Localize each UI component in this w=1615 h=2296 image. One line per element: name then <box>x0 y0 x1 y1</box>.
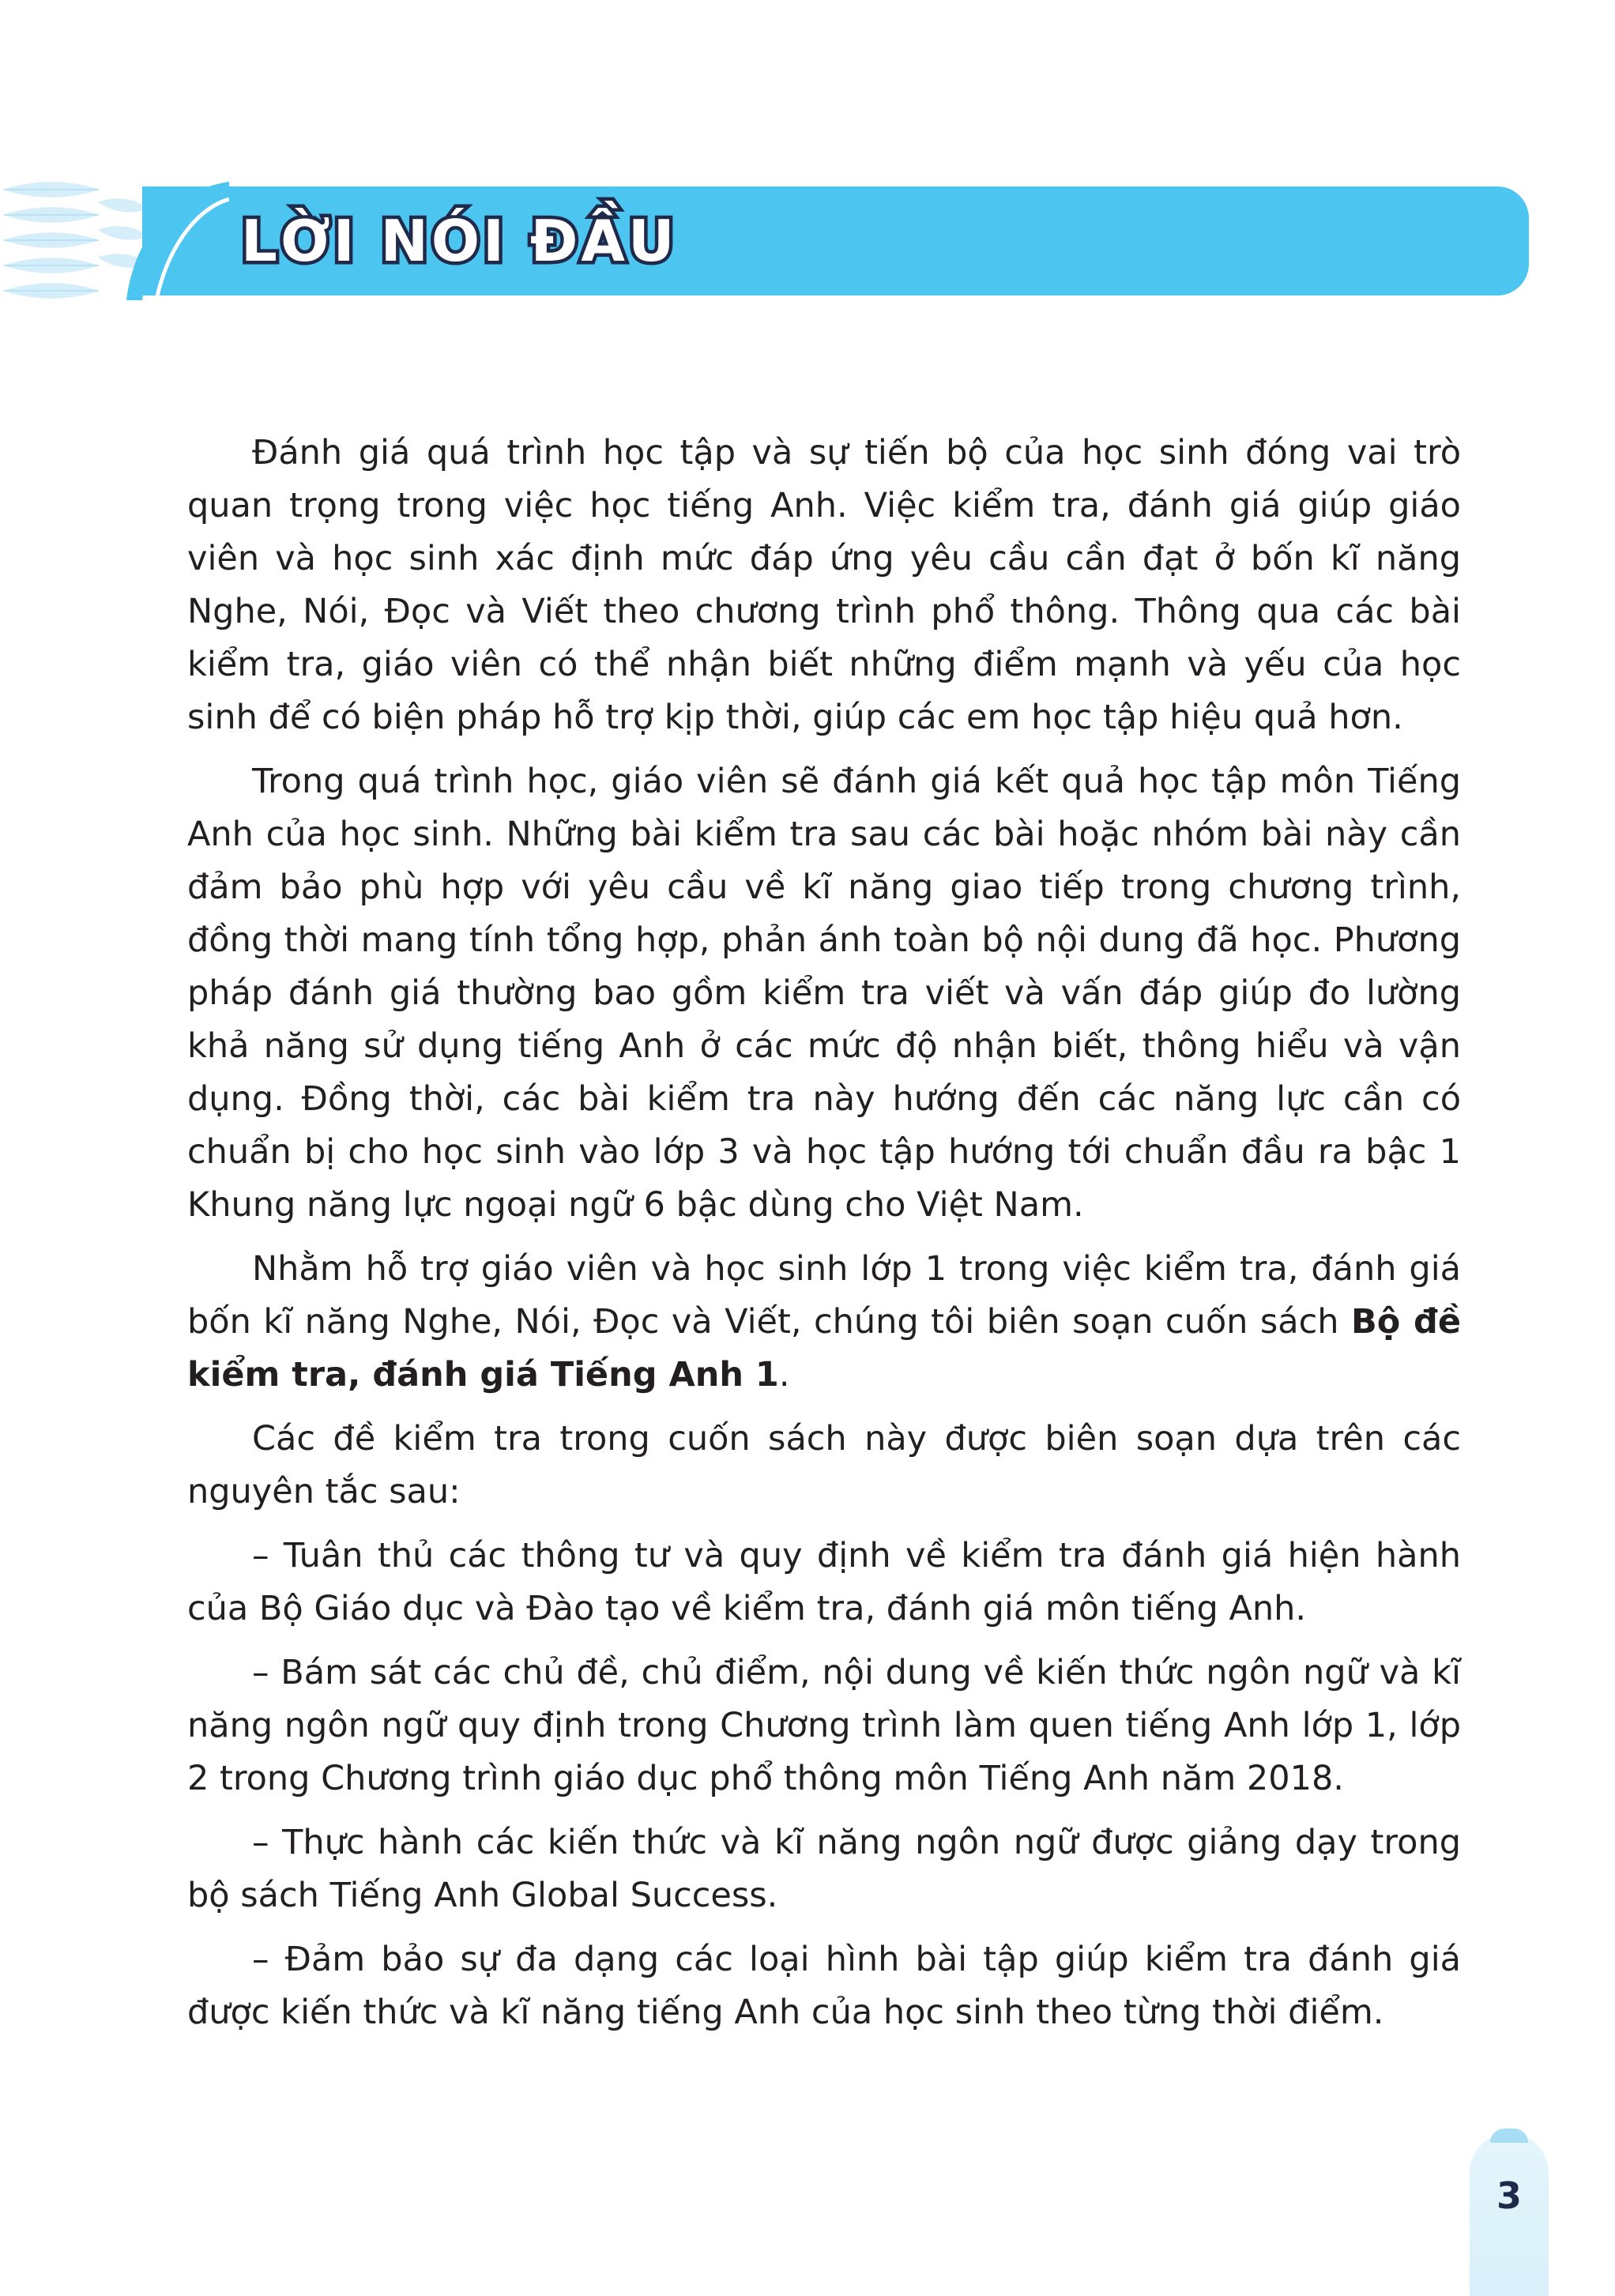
paragraph-2: Trong quá trình học, giáo viên sẽ đánh giá kết quả học tập môn Tiếng Anh của học sinh. Những bài kiểm tra sau các bài hoặc nhóm bài này cần đảm bảo phù hợp với yêu cầu về kĩ năng giao tiếp trong chương trình, đồng thời mang tính tổng hợp, phản ánh toàn bộ nội dung đã học. Phương pháp đánh giá thường bao gồm kiểm tra viết và vấn đáp giúp đo lường khả năng sử dụng tiếng Anh ở các mức độ nhận biết, thông hiểu và vận dụng. Đồng thời, các bài kiểm tra này hướng đến các năng lực cần có chuẩn bị cho học sinh vào lớp 3 và học tập hướng tới chuẩn đầu ra bậc 1 Khung năng lực ngoại ngữ 6 bậc dùng cho Việt Nam. <box>187 762 1461 1225</box>
paragraph-1: Đánh giá quá trình học tập và sự tiến bộ của học sinh đóng vai trò quan trọng trong việc học tiếng Anh. Việc kiểm tra, đánh giá giúp giáo viên và học sinh xác định mức đáp ứng yêu cầu cần đạt ở bốn kĩ năng Nghe, Nói, Đọc và Viết theo chương trình phổ thông. Thông qua các bài kiểm tra, giáo viên có thể nhận biết những điểm mạnh và yếu của học sinh để có biện pháp hỗ trợ kịp thời, giúp các em học tập hiệu quả hơn. <box>187 433 1461 737</box>
paragraph-3 <box>187 1243 1461 1402</box>
paragraph-3-text: Nhằm hỗ trợ giáo viên và học sinh lớp 1 trong việc kiểm tra, đánh giá bốn kĩ năng Nghe, Nói, Đọc và Viết, chúng tôi biên soạn cuốn sách <box>187 1249 1461 1342</box>
principle-item: – Tuân thủ các thông tư và quy định về kiểm tra đánh giá hiện hành của Bộ Giáo dục và Đào tạo về kiểm tra, đánh giá môn tiếng Anh. <box>187 1536 1461 1628</box>
principle-item: – Bám sát các chủ đề, chủ điểm, nội dung về kiến thức ngôn ngữ và kĩ năng ngôn ngữ quy định trong Chương trình làm quen tiếng Anh lớp 1, lớp 2 trong Chương trình giáo dục phổ thông môn Tiếng Anh năm 2018. <box>187 1653 1461 1798</box>
book-title: Bộ đề kiểm tra, đánh giá Tiếng Anh 1 <box>187 1302 1461 1395</box>
header-swoosh-icon <box>119 182 229 300</box>
preface-body <box>187 427 1461 2050</box>
paragraph-3-end: . <box>778 1355 790 1395</box>
paragraph-4: Các đề kiểm tra trong cuốn sách này được biên soạn dựa trên các nguyên tắc sau: <box>187 1419 1461 1511</box>
principle-item: – Đảm bảo sự đa dạng các loại hình bài tập giúp kiểm tra đánh giá được kiến thức và kĩ năng tiếng Anh của học sinh theo từng thời điểm. <box>187 1940 1461 2032</box>
page-number: 3 <box>1496 2174 1522 2217</box>
principle-item: – Thực hành các kiến thức và kĩ năng ngôn ngữ được giảng dạy trong bộ sách Tiếng Anh Global Success. <box>187 1823 1461 1915</box>
page-number-tab <box>1470 2133 1549 2296</box>
page-title: LỜI NÓI ĐẦU <box>241 208 678 274</box>
header-banner <box>0 182 1615 300</box>
